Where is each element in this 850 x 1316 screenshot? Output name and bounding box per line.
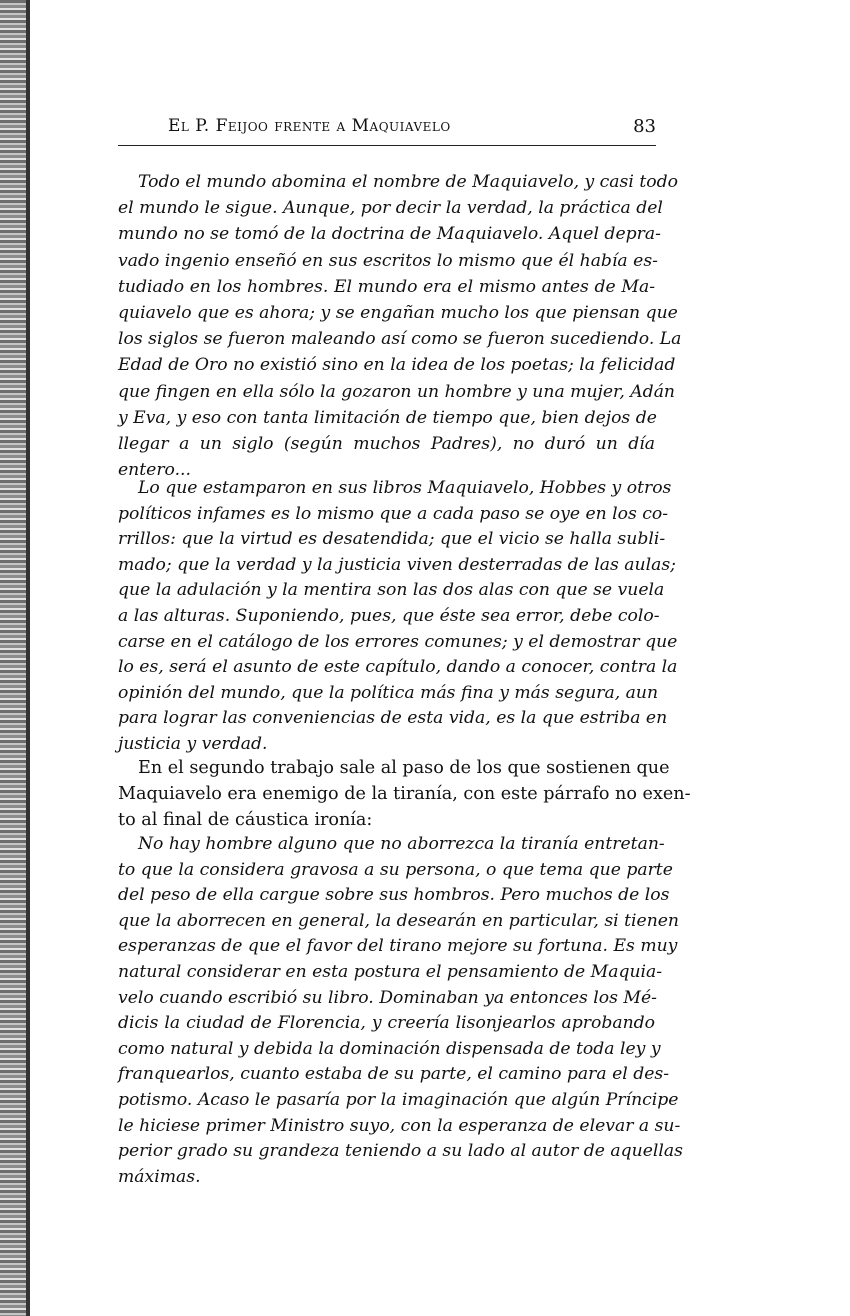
text-line: Lo que estamparon en sus libros Maquiavelo, Hobbes y otros [138, 478, 672, 498]
text-line: velo cuando escribió su libro. Dominaban ya entonces los Mé- [118, 987, 657, 1008]
text-line: vado ingenio enseñó en sus escritos lo mismo que él había es- [118, 250, 658, 271]
text-line: to al final de cáustica ironía: [118, 809, 373, 830]
text-line: opinión del mundo, que la política más fina y más segura, aun [118, 682, 659, 703]
text-line: mado; que la verdad y la justicia viven desterradas de las aulas; [118, 554, 676, 575]
text-line: el mundo le sigue. Aunque, por decir la verdad, la práctica del [118, 198, 663, 219]
text-line: tudiado en los hombres. El mundo era el mismo antes de Ma- [118, 276, 655, 297]
text-line: entero... [118, 460, 191, 481]
text-line: que fingen en ella sólo la gozaron un hombre y una mujer, Adán [118, 381, 676, 402]
text-line: Maquiavelo era enemigo de la tiranía, con este párrafo no exen- [118, 783, 691, 804]
text-line: justicia y verdad. [118, 734, 268, 754]
text-line: llegar a un siglo (según muchos Padres), no duró un día [118, 434, 655, 454]
text-line: dicis la ciudad de Florencia, y creería lisonjearlos aprobando [118, 1013, 655, 1034]
text-line: los siglos se fueron maleando así como se fueron sucediendo. La [118, 329, 682, 350]
text-line: y Eva, y eso con tanta limitación de tiempo que, bien dejos de [118, 407, 657, 428]
scan-binding-edge [0, 0, 26, 1316]
text-line: del peso de ella cargue sobre sus hombros. Pero muchos de los [118, 885, 670, 906]
page-number: 83 [633, 116, 656, 137]
text-line: que la adulación y la mentira son las dos alas con que se vuela [118, 580, 665, 601]
text-line: rrillos: que la virtud es desatendida; que el vicio se halla subli- [118, 529, 666, 550]
text-line: esperanzas de que el favor del tirano mejore su fortuna. Es muy [118, 936, 678, 957]
text-line: Todo el mundo abomina el nombre de Maquiavelo, y casi todo [138, 172, 678, 192]
text-line: quiavelo que es ahora; y se engañan mucho los que piensan que [118, 303, 678, 323]
text-line: máximas. [118, 1166, 201, 1187]
text-line: le hiciese primer Ministro suyo, con la esperanza de elevar a su- [118, 1115, 681, 1136]
text-line: mundo no se tomó de la doctrina de Maquiavelo. Aquel depra- [118, 224, 661, 245]
text-line: No hay hombre alguno que no aborrezca la tiranía entretan- [138, 834, 665, 854]
text-line: carse en el catálogo de los errores comunes; y el demostrar que [118, 631, 678, 652]
text-line: natural considerar en esta postura el pensamiento de Maquia- [118, 962, 663, 982]
scan-binding-shadow [26, 0, 30, 1316]
page-header [168, 116, 656, 140]
text-line: políticos infames es lo mismo que a cada paso se oye en los co- [118, 503, 669, 524]
text-line: perior grado su grandeza teniendo a su lado al autor de aquellas [118, 1141, 683, 1162]
text-line: a las alturas. Suponiendo, pues, que éste sea error, debe colo- [118, 606, 660, 626]
text-line: que la aborrecen en general, la desearán en particular, si tienen [118, 910, 680, 931]
text-line: to que la considera gravosa a su persona, o que tema que parte [118, 859, 673, 880]
text-line: franquearlos, cuanto estaba de su parte, el camino para el des- [118, 1064, 670, 1085]
text-line: como natural y debida la dominación dispensada de toda ley y [118, 1038, 661, 1059]
text-line: para lograr las conveniencias de esta vida, es la que estriba en [118, 708, 668, 729]
text-line: lo es, será el asunto de este capítulo, dando a conocer, contra la [118, 657, 678, 678]
running-title: El P. Feijoo frente a Maquiavelo [168, 116, 451, 136]
text-line: En el segundo trabajo sale al paso de los que sostienen que [138, 758, 670, 778]
text-line: potismo. Acaso le pasaría por la imaginación que algún Príncipe [118, 1090, 679, 1110]
text-line: Edad de Oro no existió sino en la idea de los poetas; la felicidad [118, 355, 676, 376]
header-rule [118, 145, 656, 146]
